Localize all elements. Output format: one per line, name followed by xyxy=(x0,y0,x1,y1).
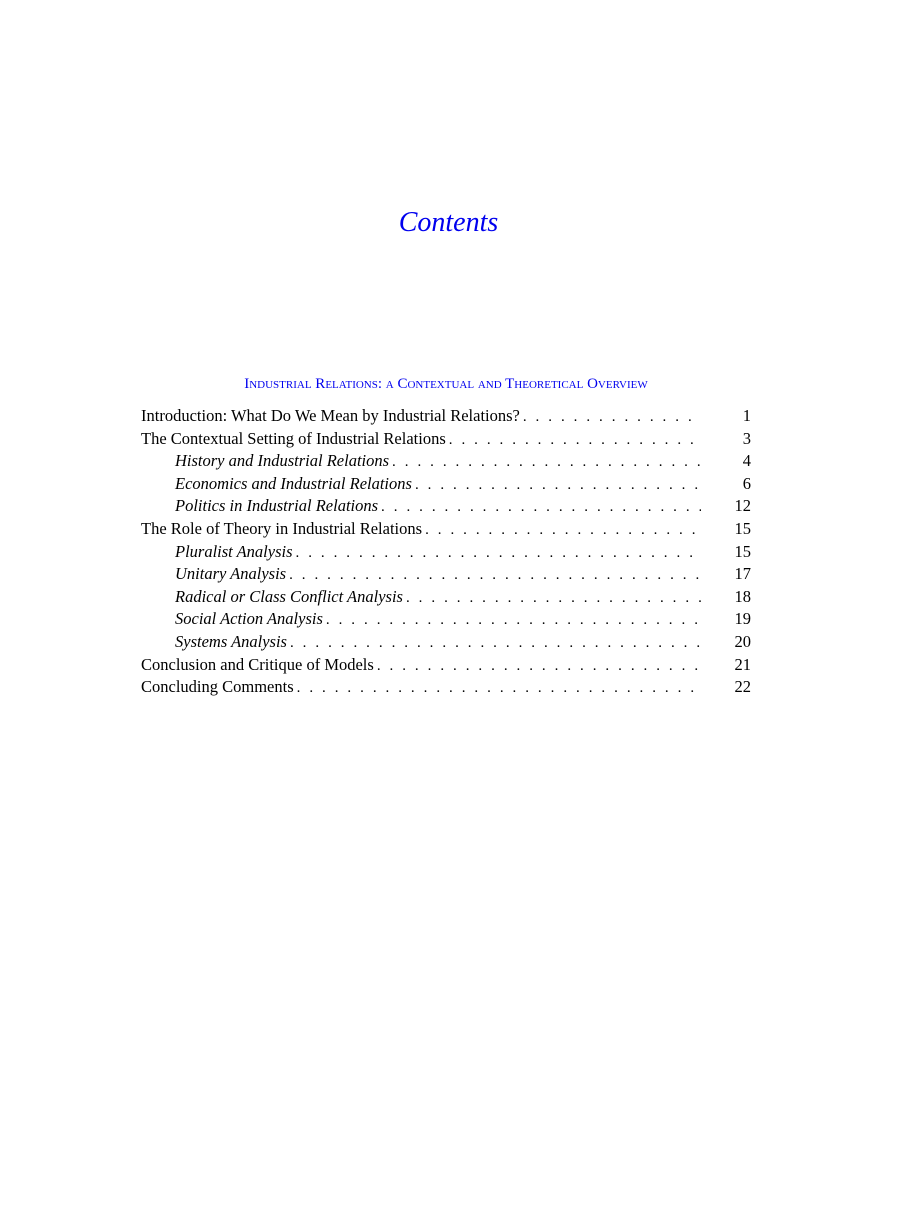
dot-leader xyxy=(403,587,701,610)
toc-entry-page: 15 xyxy=(734,518,751,538)
dot-leader xyxy=(422,519,701,542)
toc-entry-economics[interactable] xyxy=(141,473,751,496)
dot-leader xyxy=(378,496,701,519)
toc-entry-label: Politics in Industrial Relations xyxy=(175,496,379,516)
toc-entry-pluralist[interactable] xyxy=(141,541,751,564)
dot-leader xyxy=(294,677,701,700)
toc-entry-label: History and Industrial Relations xyxy=(175,451,390,471)
toc-entry-label: Unitary Analysis xyxy=(175,564,287,584)
toc-entry-label: The Role of Theory in Industrial Relations xyxy=(141,518,423,538)
toc-entry-label: Systems Analysis xyxy=(175,631,287,651)
toc-entry-label: Concluding Comments xyxy=(141,677,294,697)
toc-entry-page: 18 xyxy=(734,586,751,606)
toc-entry-introduction[interactable] xyxy=(141,405,751,428)
toc-entry-label: Conclusion and Critique of Models xyxy=(141,654,374,674)
dot-leader xyxy=(286,564,701,587)
toc-entry-page: 19 xyxy=(734,609,751,629)
dot-leader xyxy=(323,609,701,632)
toc-entry-label: Economics and Industrial Relations xyxy=(175,473,412,493)
toc-entry-page: 20 xyxy=(734,631,751,651)
toc-entry-page: 4 xyxy=(742,451,751,471)
toc-entry-label: The Contextual Setting of Industrial Relations xyxy=(141,428,446,448)
toc-entry-page: 6 xyxy=(742,473,751,493)
toc-entry-social-action[interactable] xyxy=(141,608,751,631)
dot-leader xyxy=(520,406,701,429)
toc-entry-unitary[interactable] xyxy=(141,563,751,586)
toc-entry-contextual-setting[interactable] xyxy=(141,428,751,451)
toc-entry-page: 15 xyxy=(734,541,751,561)
toc-entry-radical[interactable] xyxy=(141,586,751,609)
toc-entry-systems[interactable] xyxy=(141,631,751,654)
dot-leader xyxy=(412,474,701,497)
toc-entry-role-of-theory[interactable] xyxy=(141,518,751,541)
section-heading[interactable]: Industrial Relations: a Contextual and Theoretical Overview xyxy=(244,376,648,392)
toc-entry-page: 1 xyxy=(742,406,751,425)
toc-list xyxy=(141,405,751,699)
dot-leader xyxy=(446,429,701,452)
dot-leader xyxy=(374,655,701,678)
toc-entry-history[interactable] xyxy=(141,450,751,473)
toc-entry-page: 17 xyxy=(734,564,751,584)
toc-entry-label: Social Action Analysis xyxy=(175,609,323,629)
toc-entry-conclusion[interactable] xyxy=(141,654,751,677)
toc-entry-label: Pluralist Analysis xyxy=(175,541,293,561)
dot-leader xyxy=(293,542,702,565)
toc-entry-politics[interactable] xyxy=(141,495,751,518)
toc-entry-page: 22 xyxy=(734,677,751,697)
toc-entry-page: 3 xyxy=(742,428,751,448)
toc-entry-page: 21 xyxy=(734,654,751,674)
toc-entry-page: 12 xyxy=(734,496,751,516)
dot-leader xyxy=(287,632,701,655)
toc-entry-concluding-comments[interactable] xyxy=(141,676,751,699)
toc-entry-label: Radical or Class Conflict Analysis xyxy=(175,586,403,606)
dot-leader xyxy=(389,451,701,474)
page-title: Contents xyxy=(398,207,499,238)
toc-entry-label: Introduction: What Do We Mean by Industrial Relations? xyxy=(141,406,520,425)
